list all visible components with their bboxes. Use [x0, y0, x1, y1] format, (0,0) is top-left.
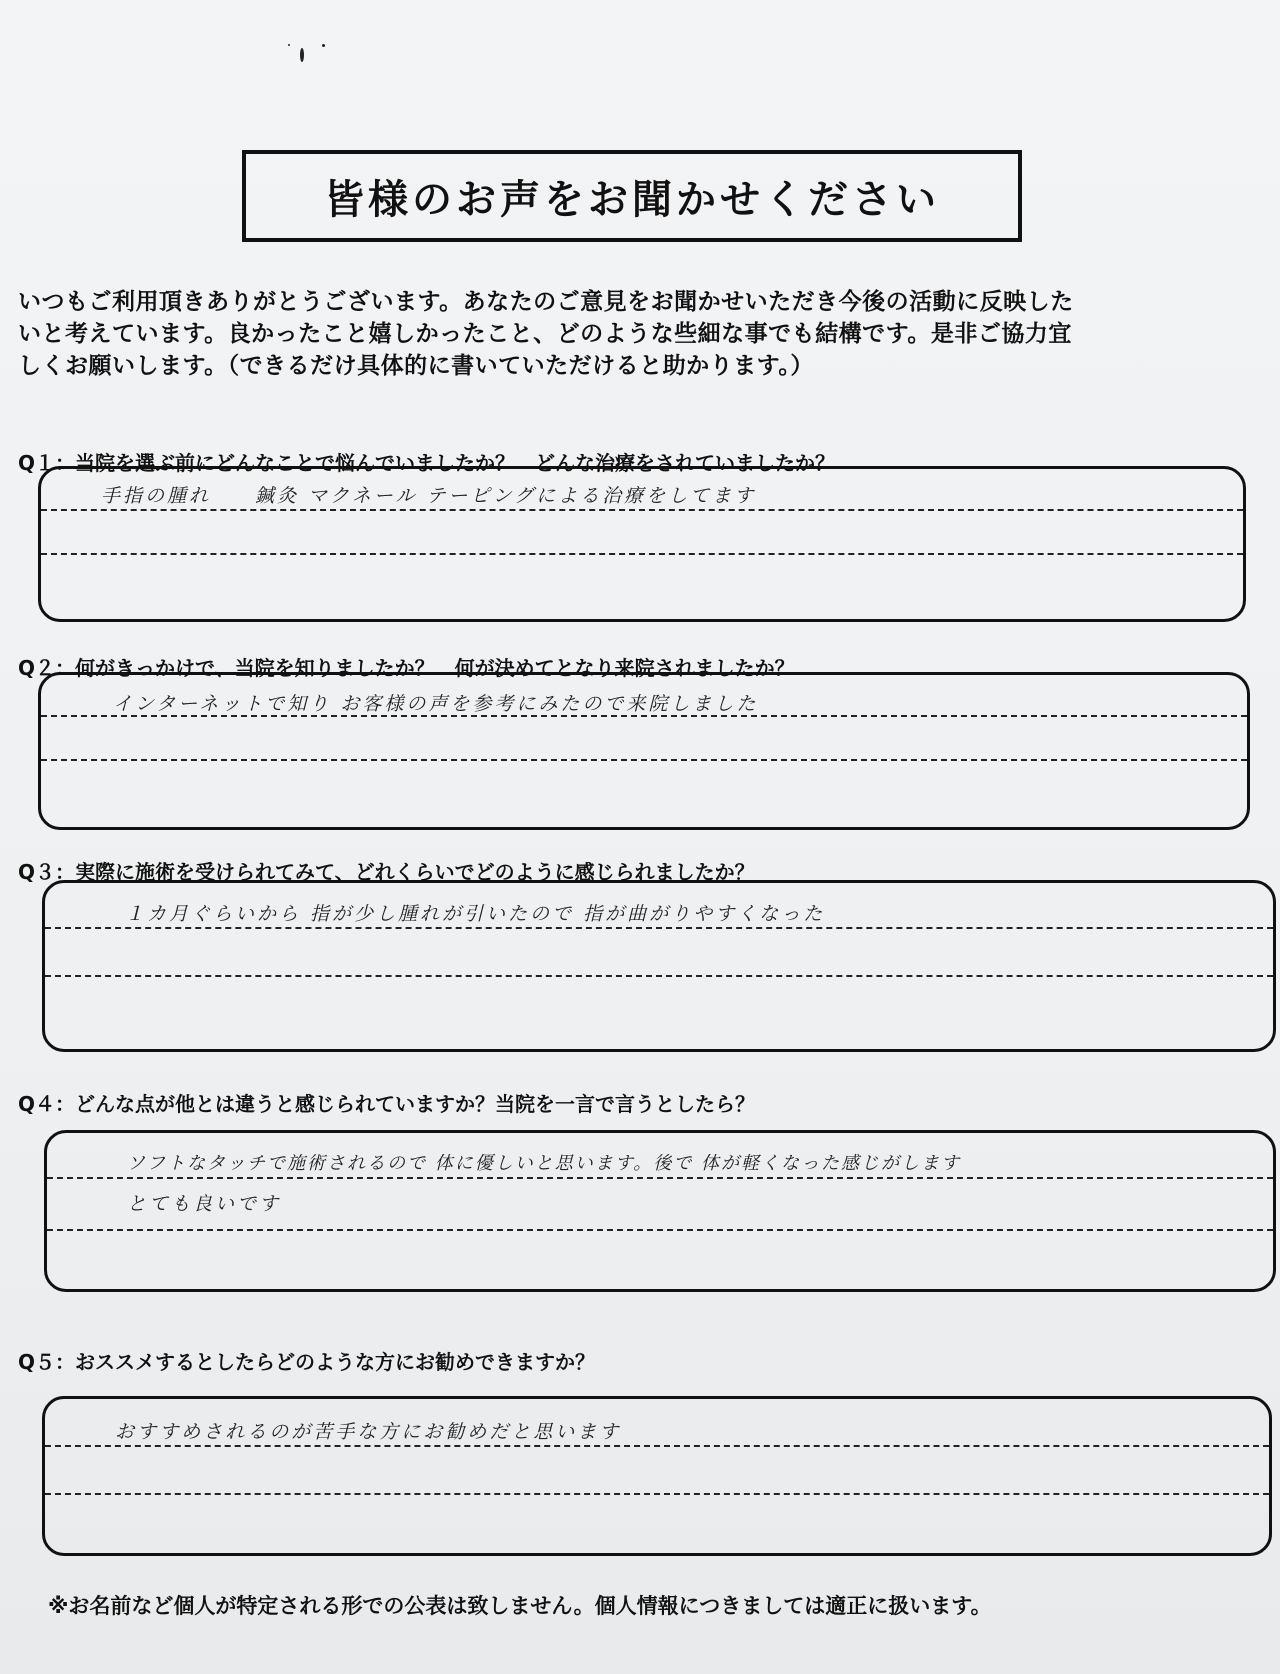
ink-speck — [288, 44, 290, 46]
answer-box-q1 — [38, 466, 1246, 622]
answer-box-q4 — [44, 1130, 1276, 1292]
ink-speck — [322, 44, 325, 47]
writing-line — [41, 759, 1247, 761]
writing-line — [45, 927, 1273, 929]
writing-line — [45, 1445, 1269, 1447]
question-5-label: Q５：おススメするとしたらどのような方にお勧めできますか？ — [18, 1350, 596, 1374]
handwritten-answer: とても良いです — [127, 1193, 282, 1215]
answer-box-q3 — [42, 880, 1276, 1052]
privacy-footer: ※お名前など個人が特定される形での公表は致しません。個人情報につきましては適正に扱います。 — [48, 1594, 992, 1618]
question-2-label: Q２：何がきっかけで、当院を知りましたか？ 何が決めてとなり来院されましたか？ — [18, 656, 795, 680]
writing-line — [41, 553, 1243, 555]
writing-line — [41, 509, 1243, 511]
question-3-label: Q３：実際に施術を受けられてみて、どれくらいでどのように感じられましたか？ — [18, 860, 755, 884]
page-title: 皆様のお声をお聞かせください — [324, 176, 940, 223]
intro-line: いと考えています。良かったこと嬉しかったこと、どのような些細な事でも結構です。是非ご協力宜 — [18, 321, 1072, 347]
handwritten-answer: インターネットで知り お客様の声を参考にみたので来院しました — [113, 693, 759, 715]
writing-line — [45, 1493, 1269, 1495]
writing-line — [45, 975, 1273, 977]
writing-line — [47, 1229, 1273, 1231]
title-box — [242, 150, 1022, 242]
intro-paragraph — [18, 286, 1268, 382]
handwritten-answer: １カ月ぐらいから 指が少し腫れが引いたので 指が曲がりやすくなった — [125, 903, 826, 925]
intro-line: しくお願いします。（できるだけ具体的に書いていただけると助かります。） — [18, 353, 814, 379]
handwritten-answer: おすすめされるのが苦手な方にお勧めだと思います — [115, 1421, 622, 1443]
answer-box-q2 — [38, 672, 1250, 830]
intro-line: いつもご利用頂きありがとうございます。あなたのご意見をお聞かせいただき今後の活動に反映した — [18, 289, 1074, 315]
answer-box-q5 — [42, 1396, 1272, 1556]
writing-line — [47, 1177, 1273, 1179]
ink-speck — [300, 48, 304, 62]
question-1-label: Q１：当院を選ぶ前にどんなことで悩んでいましたか？ どんな治療をされていましたか？ — [18, 451, 836, 475]
handwritten-answer: 手指の腫れ 鍼灸 マクネール テーピングによる治療をしてます — [101, 485, 757, 507]
handwritten-answer: ソフトなタッチで施術されるので 体に優しいと思います。後で 体が軽くなった感じがします — [127, 1153, 961, 1174]
question-4-label: Q４：どんな点が他とは違うと感じられていますか？当院を一言で言うとしたら？ — [18, 1092, 756, 1116]
